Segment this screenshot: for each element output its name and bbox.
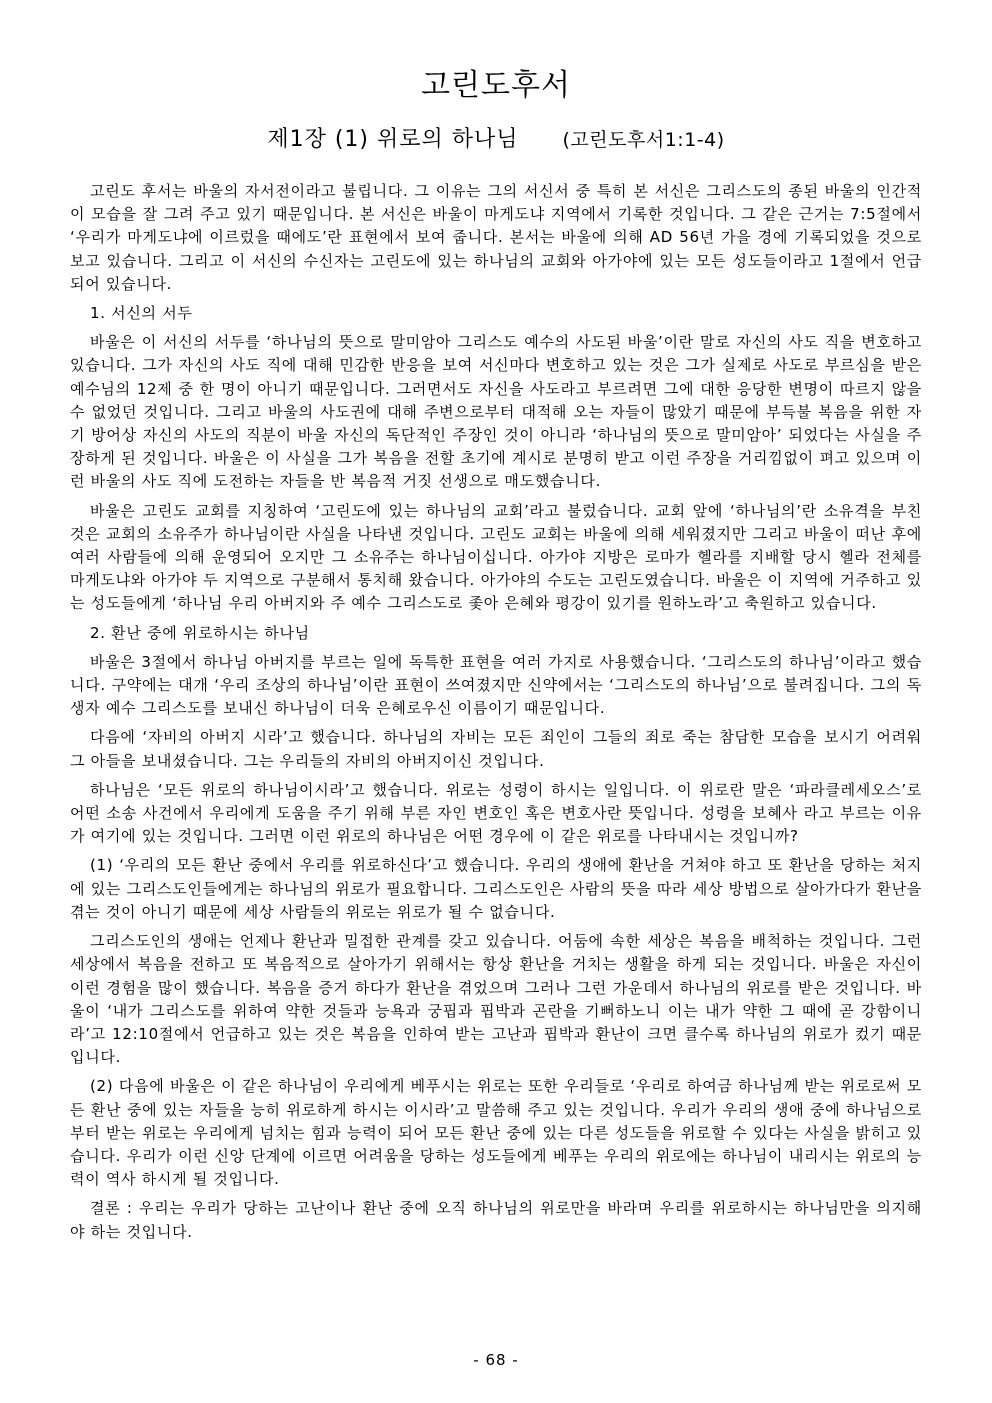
- paragraph: 그리스도인의 생애는 언제나 환난과 밀접한 관계를 갖고 있습니다. 어둠에 속한 세상은 복음을 배척하는 것입니다. 그런 세상에서 복음을 전하고 또 복음적으로 살아가기 위해서는 항상 환난을 거치는 생활을 하게 되는 것입니다. 바울은 자신이 이런 경험을 많이 했습니다. 복음을 증거 하다가 환난을 겪었으며 그러나 그런 가운데서 하나님의 위로를 받은 것입니다. 바울이 ‘내가 그리스도를 위하여 약한 것들과 능욕과 궁핍과 핍박과 곤란을 기뻐하노니 이는 내가 약한 그 때에 곧 강함이니라’고 12:10절에서 언급하고 있는 것은 복음을 인하여 받는 고난과 핍박과 환난이 크면 클수록 하나님의 위로가 컸기 때문입니다.: [70, 932, 922, 1067]
- page-number: - 68 -: [473, 1351, 519, 1369]
- paragraph: 바울은 이 서신의 서두를 ‘하나님의 뜻으로 말미암아 그리스도 예수의 사도된 바울’이란 말로 자신의 사도 직을 변호하고 있습니다. 그가 자신의 사도 직에 대해 민감한 반응을 보여 서신마다 변호하고 있는 것은 그가 실제로 사도로 부르심을 받은 예수님의 12제 중 한 명이 아니기 때문입니다. 그러면서도 자신을 사도라고 부르려면 그에 대한 응당한 변명이 따르지 않을 수 없었던 것입니다. 그리고 바울의 사도권에 대해 주변으로부터 대적해 오는 자들이 많았기 때문에 부득불 복음을 위한 자기 방어상 자신의 사도의 직분이 바울 자신의 독단적인 주장인 것이 아니라 ‘하나님의 뜻으로 말미암아’ 되었다는 사실을 주장하게 된 것입니다. 바울은 이 사실을 그가 복음을 전할 초기에 계시로 분명히 받고 이런 주장을 거리낌없이 펴고 있으며 이런 바울의 사도 직에 도전하는 자들을 반 복음적 거짓 선생으로 매도했습니다.: [70, 333, 922, 491]
- section-heading-1: 1. 서신의 서두: [90, 304, 193, 323]
- document-title: 고린도후서: [421, 68, 571, 103]
- chapter-header: [0, 124, 992, 156]
- paragraph: 바울은 고린도 교회를 지칭하여 ‘고린도에 있는 하나님의 교회’라고 불렀습니다. 교회 앞에 ‘하나님의’란 소유격을 부친 것은 교회의 소유주가 하나님이란 사실을 나타낸 것입니다. 고린도 교회는 바울에 의해 세워졌지만 그리고 바울이 떠난 후에 여러 사람들에 의해 운영되어 오지만 그 소유주는 하나님이십니다. 아가야 지방은 로마가 헬라를 지배할 당시 헬라 전체를 마게도냐와 아가야 두 지역으로 구분해서 통치해 왔습니다. 아가야의 수도는 고린도였습니다. 바울은 이 지역에 거주하고 있는 성도들에게 ‘하나님 우리 아버지와 주 예수 그리스도로 좇아 은혜와 평강이 있기를 원하노라’고 축원하고 있습니다.: [70, 501, 922, 613]
- paragraph: 다음에 ‘자비의 아버지 시라’고 했습니다. 하나님의 자비는 모든 죄인이 그들의 죄로 죽는 참담한 모습을 보시기 어려워 그 아들을 보내셨습니다. 그는 우리들의 자비의 아버지이신 것입니다.: [70, 728, 922, 770]
- paragraph: (2) 다음에 바울은 이 같은 하나님이 우리에게 베푸시는 위로는 또한 우리들로 ‘우리로 하여금 하나님께 받는 위로로써 모든 환난 중에 있는 자들을 능히 위로하게 하시는 이시라’고 말씀해 주고 있는 것입니다. 우리가 우리의 생애 중에 하나님으로부터 받는 위로는 우리에게 넘치는 힘과 능력이 되어 모든 환난 중에 있는 다른 성도들을 위로할 수 있다는 사실을 밝히고 있습니다. 우리가 이런 신앙 단계에 이르면 어려움을 당하는 성도들에게 베푸는 우리의 위로에는 하나님이 내리시는 위로의 능력이 역사 하시게 될 것입니다.: [70, 1077, 922, 1189]
- paragraph: 하나님은 ‘모든 위로의 하나님이시라’고 했습니다. 위로는 성령이 하시는 일입니다. 이 위로란 말은 ‘파라클레세오스’로 어떤 소송 사건에서 우리에게 도움을 주기 위해 부른 자인 변호인 혹은 변호사란 뜻입니다. 성령을 보혜사 라고 부르는 이유가 여기에 있는 것입니다. 그러면 이런 위로의 하나님은 어떤 경우에 이 같은 위로를 나타내시는 것입니까?: [70, 780, 922, 846]
- document-body: [70, 180, 922, 1250]
- chapter-reference: (고린도후서1:1-4): [562, 129, 725, 151]
- paragraph: 바울은 3절에서 하나님 아버지를 부르는 일에 독특한 표현을 여러 가지로 사용했습니다. ‘그리스도의 하나님’이라고 했습니다. 구약에는 대개 ‘우리 조상의 하나님’이란 표현이 쓰여졌지만 신약에서는 ‘그리스도의 하나님’으로 불려집니다. 그의 독생자 예수 그리스도를 보내신 하나님이 더욱 은혜로우신 이름이기 때문입니다.: [70, 652, 922, 718]
- paragraph: (1) ‘우리의 모든 환난 중에서 우리를 위로하신다’고 했습니다. 우리의 생애에 환난을 거쳐야 하고 또 환난을 당하는 처지에 있는 그리스도인들에게는 하나님의 위로가 필요합니다. 그리스도인은 사람의 뜻을 따라 세상 방법으로 살아가다가 환난을 겪는 것이 아니기 때문에 세상 사람들의 위로는 위로가 될 수 없습니다.: [70, 856, 922, 921]
- chapter-title: 제1장 (1) 위로의 하나님: [267, 127, 519, 152]
- paragraph-intro: 고린도 후서는 바울의 자서전이라고 불립니다. 그 이유는 그의 서신서 중 특히 본 서신은 그리스도의 종된 바울의 인간적이 모습을 잘 그려 주고 있기 때문입니다. 본 서신은 바울이 마게도냐 지역에서 기록한 것입니다. 그 같은 근거는 7:5절에서 ‘우리가 마게도냐에 이르렀을 때에도’란 표현에서 보여 줍니다. 본서는 바울에 의해 AD 56년 가을 경에 기록되었을 것으로 보고 있습니다. 그리고 이 서신의 수신자는 고린도에 있는 하나님의 교회와 아가야에 있는 모든 성도들이라고 1절에서 언급되어 있습니다.: [70, 182, 922, 293]
- paragraph-conclusion: 결론 : 우리는 우리가 당하는 고난이나 환난 중에 오직 하나님의 위로만을 바라며 우리를 위로하시는 하나님만을 의지해야 하는 것입니다.: [70, 1199, 922, 1241]
- section-heading-2: 2. 환난 중에 위로하시는 하나님: [90, 623, 310, 642]
